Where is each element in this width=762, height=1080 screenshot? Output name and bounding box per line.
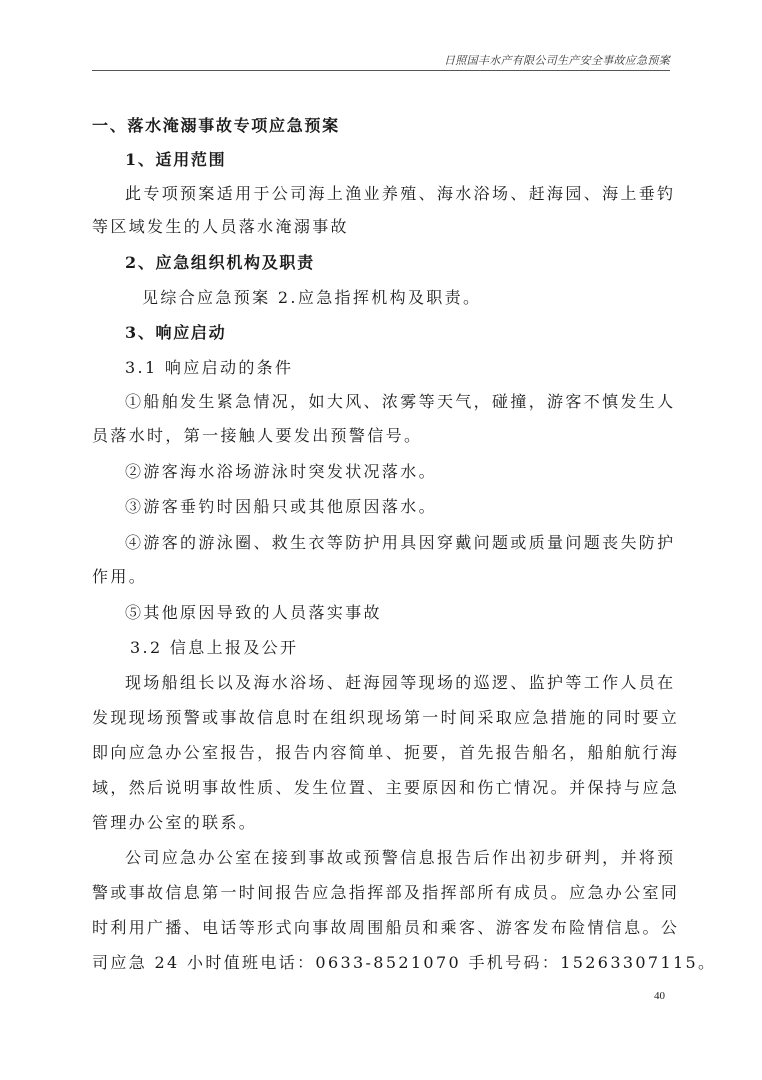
header-divider <box>92 70 670 71</box>
paragraph-line: 现场船组长以及海水浴场、赶海园等现场的巡逻、监护等工作人员在 <box>125 673 676 692</box>
subsection-heading-organization: 2、应急组织机构及职责 <box>125 253 315 272</box>
list-item-line: ②游客海水浴场游泳时突发状况落水。 <box>125 462 437 481</box>
paragraph-line: 即向应急办公室报告，报告内容简单、扼要，首先报告船名，船舶航行海 <box>92 743 680 762</box>
paragraph-line: 时利用广播、电话等形式向事故周围船员和乘客、游客发布险情信息。公 <box>92 918 680 937</box>
subsubsection-heading: 3.2 信息上报及公开 <box>130 638 299 657</box>
list-item-line: ③游客垂钓时因船只或其他原因落水。 <box>125 497 437 516</box>
page-number: 40 <box>654 990 665 1002</box>
paragraph-line: 司应急 24 小时值班电话：0633-8521070 手机号码：15263307115。 <box>92 953 717 972</box>
list-item-line: 员落水时，第一接触人要发出预警信号。 <box>92 426 423 445</box>
paragraph-line: 警或事故信息第一时间报告应急指挥部及指挥部所有成员。应急办公室同 <box>92 883 680 902</box>
list-item-line: ①船舶发生紧急情况，如大风、浓雾等天气，碰撞，游客不慎发生人 <box>125 392 676 411</box>
paragraph-line: 等区域发生的人员落水淹溺事故 <box>92 217 349 236</box>
list-item-line: ⑤其他原因导致的人员落实事故 <box>125 603 382 622</box>
list-item-line: ④游客的游泳圈、救生衣等防护用具因穿戴问题或质量问题丧失防护 <box>125 533 676 552</box>
subsection-heading-scope: 1、适用范围 <box>125 150 227 169</box>
subsubsection-heading: 3.1 响应启动的条件 <box>125 358 294 377</box>
subsection-heading-response: 3、响应启动 <box>125 323 227 342</box>
section-heading: 一、落水淹溺事故专项应急预案 <box>92 116 340 135</box>
paragraph-line: 发现现场预警或事故信息时在组织现场第一时间采取应急措施的同时要立 <box>92 708 680 727</box>
paragraph-line: 管理办公室的联系。 <box>92 813 258 832</box>
paragraph-line: 此专项预案适用于公司海上渔业养殖、海水浴场、赶海园、海上垂钓 <box>125 184 676 203</box>
page-header-title: 日照国丰水产有限公司生产安全事故应急预案 <box>444 54 670 67</box>
list-item-line: 作用。 <box>92 567 148 586</box>
paragraph-line: 域，然后说明事故性质、发生位置、主要原因和伤亡情况。并保持与应急 <box>92 778 680 797</box>
paragraph-line: 公司应急办公室在接到事故或预警信息报告后作出初步研判，并将预 <box>125 848 676 867</box>
paragraph-line: 见综合应急预案 2.应急指挥机构及职责。 <box>142 288 482 307</box>
